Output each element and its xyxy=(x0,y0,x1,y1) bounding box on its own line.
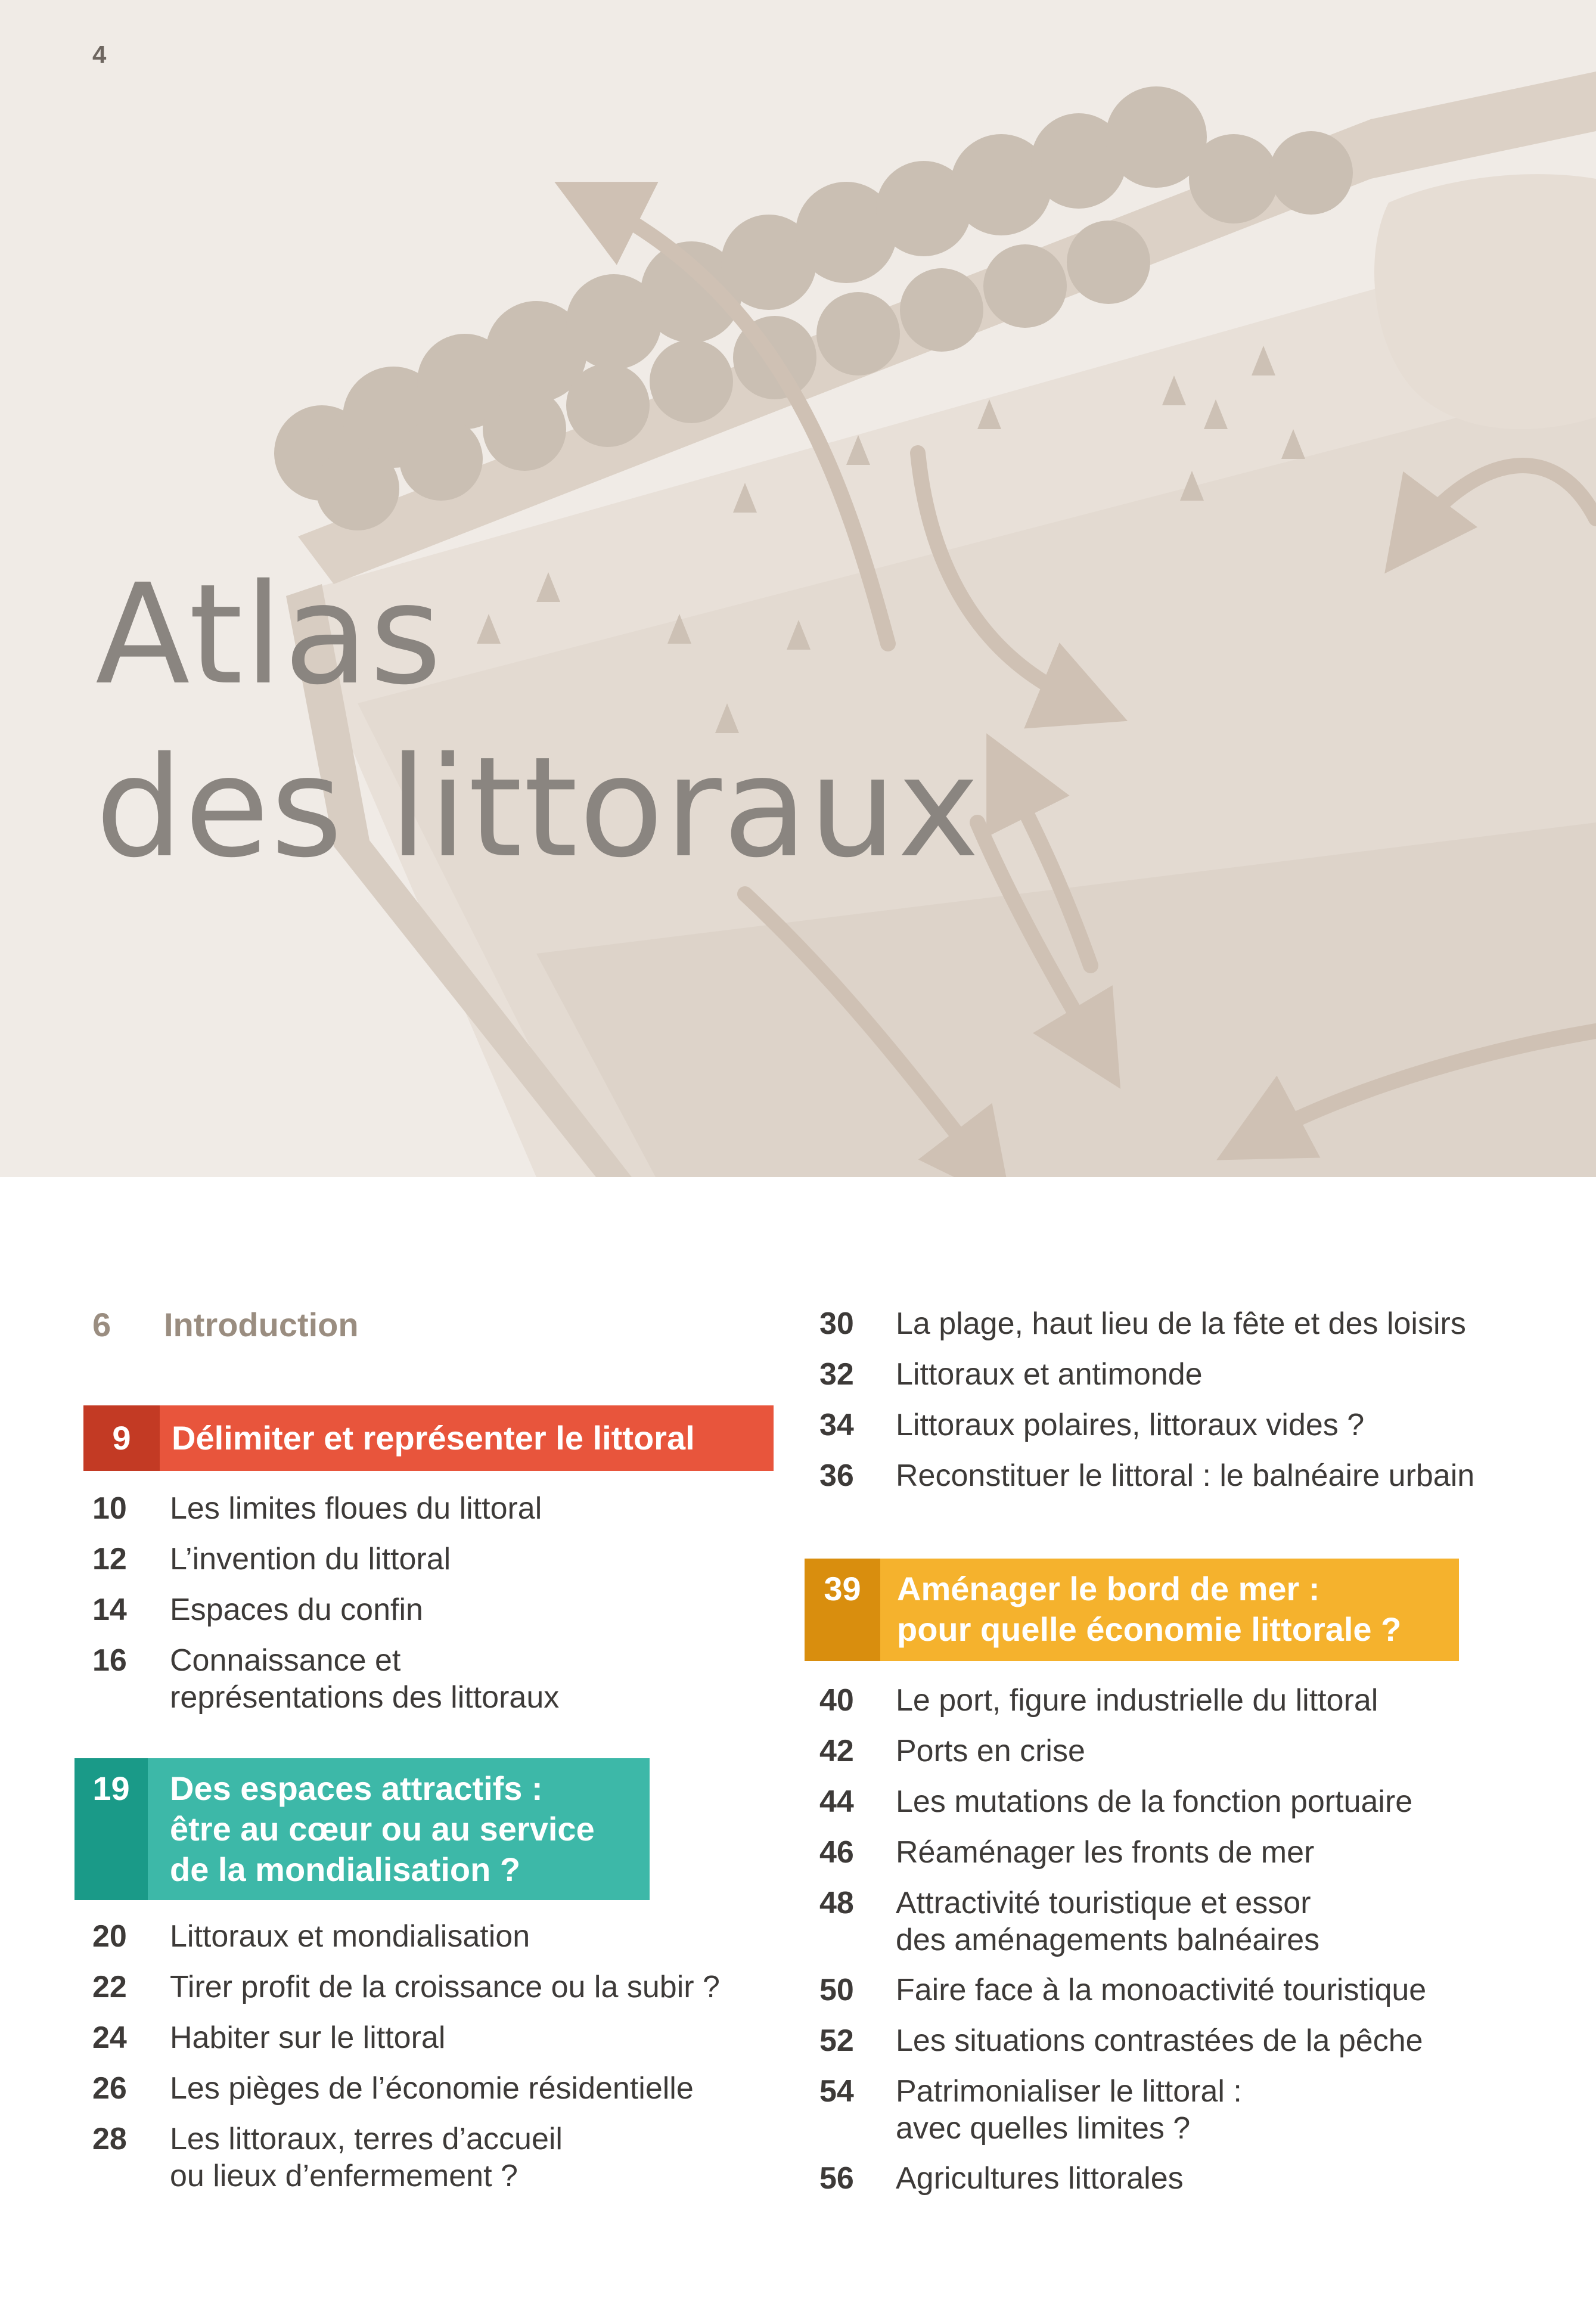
toc-entry-label-line-1: Attractivité touristique et essor xyxy=(896,1886,1311,1920)
toc-intro-number: 6 xyxy=(92,1306,111,1343)
toc-entry-label: Les mutations de la fonction portuaire xyxy=(896,1784,1413,1819)
section-title-line-3: de la mondialisation ? xyxy=(170,1851,521,1888)
toc-entry-number: 40 xyxy=(819,1683,854,1718)
toc-entry-label: Habiter sur le littoral xyxy=(170,2020,446,2055)
toc-entry-label: Littoraux et antimonde xyxy=(896,1357,1203,1392)
title-line-2: des littoraux xyxy=(95,727,981,888)
page-number: 4 xyxy=(92,41,107,69)
toc-entry-label: Les situations contrastées de la pêche xyxy=(896,2023,1423,2058)
toc-entry-label: Reconstituer le littoral : le balnéaire urbain xyxy=(896,1458,1475,1493)
section-header-1[interactable] xyxy=(83,1405,774,1471)
section-number: 39 xyxy=(805,1559,880,1661)
toc-entry-number: 28 xyxy=(92,2122,127,2156)
toc-entry-label: Ports en crise xyxy=(896,1734,1085,1768)
page-title xyxy=(95,548,980,894)
toc-entry-number: 50 xyxy=(819,1973,854,2007)
toc-entry-number: 26 xyxy=(92,2071,127,2106)
toc-entry-label-line-2: représentations des littoraux xyxy=(170,1680,560,1715)
toc-entry-label-line-1: Connaissance et xyxy=(170,1643,401,1678)
toc-entry-label: Réaménager les fronts de mer xyxy=(896,1835,1315,1870)
section-title-line-2: être au cœur ou au service xyxy=(170,1810,595,1848)
section-title: Délimiter et représenter le littoral xyxy=(172,1419,695,1457)
toc-entry-number: 56 xyxy=(819,2161,854,2196)
toc-entry-label: Espaces du confin xyxy=(170,1593,423,1627)
toc-entry-label: Le port, figure industrielle du littoral xyxy=(896,1683,1378,1718)
toc-entry-label-line-2: avec quelles limites ? xyxy=(896,2111,1191,2146)
toc-entry-number: 16 xyxy=(92,1643,127,1678)
toc-entry-label: Tirer profit de la croissance ou la subir ? xyxy=(170,1970,720,2004)
toc-entry-number: 20 xyxy=(92,1919,127,1954)
section-number: 19 xyxy=(74,1758,148,1900)
toc-entry-label: Les limites floues du littoral xyxy=(170,1491,542,1526)
toc-entry-number: 42 xyxy=(819,1734,854,1768)
toc-entry-number: 46 xyxy=(819,1835,854,1870)
toc-entry-number: 36 xyxy=(819,1458,854,1493)
toc-entry-label-line-2: ou lieux d’enfermement ? xyxy=(170,2159,518,2193)
toc-entry-number: 48 xyxy=(819,1886,854,1920)
toc-entry-number: 54 xyxy=(819,2074,854,2109)
section-number: 9 xyxy=(83,1405,160,1471)
section-title-line-1: Des espaces attractifs : xyxy=(170,1770,543,1807)
toc-entry-label: Les pièges de l’économie résidentielle xyxy=(170,2071,694,2106)
toc-entry-number: 24 xyxy=(92,2020,127,2055)
toc-entry-number: 32 xyxy=(819,1357,854,1392)
toc-entry-label: Faire face à la monoactivité touristique xyxy=(896,1973,1427,2007)
toc-entry-label-line-1: Les littoraux, terres d’accueil xyxy=(170,2122,563,2156)
toc-entry-number: 22 xyxy=(92,1970,127,2004)
toc-entry-number: 30 xyxy=(819,1306,854,1341)
toc-entry-label-line-1: Patrimonialiser le littoral : xyxy=(896,2074,1242,2109)
toc-entry-label: L’invention du littoral xyxy=(170,1542,451,1576)
title-line-1: Atlas xyxy=(95,554,443,715)
toc-entry-label: Littoraux et mondialisation xyxy=(170,1919,530,1954)
section-header-3[interactable] xyxy=(805,1559,1459,1661)
toc-entry-label: Agricultures littorales xyxy=(896,2161,1184,2196)
section-title-line-2: pour quelle économie littorale ? xyxy=(897,1610,1402,1648)
section-title-line-1: Aménager le bord de mer : xyxy=(897,1570,1320,1607)
toc-entry-number: 12 xyxy=(92,1542,127,1576)
toc-entry-label: La plage, haut lieu de la fête et des loisirs xyxy=(896,1306,1466,1341)
toc-entry-number: 14 xyxy=(92,1593,127,1627)
toc-entry-number: 34 xyxy=(819,1408,854,1442)
toc-intro[interactable] xyxy=(92,1305,359,1344)
toc-entry-label: Littoraux polaires, littoraux vides ? xyxy=(896,1408,1365,1442)
toc-entry-number: 44 xyxy=(819,1784,854,1819)
toc-entry-number: 52 xyxy=(819,2023,854,2058)
toc-entry-label-line-2: des aménagements balnéaires xyxy=(896,1923,1320,1957)
section-header-2[interactable] xyxy=(74,1758,650,1900)
toc-intro-label: Introduction xyxy=(164,1306,359,1343)
toc-entry-number: 10 xyxy=(92,1491,127,1526)
